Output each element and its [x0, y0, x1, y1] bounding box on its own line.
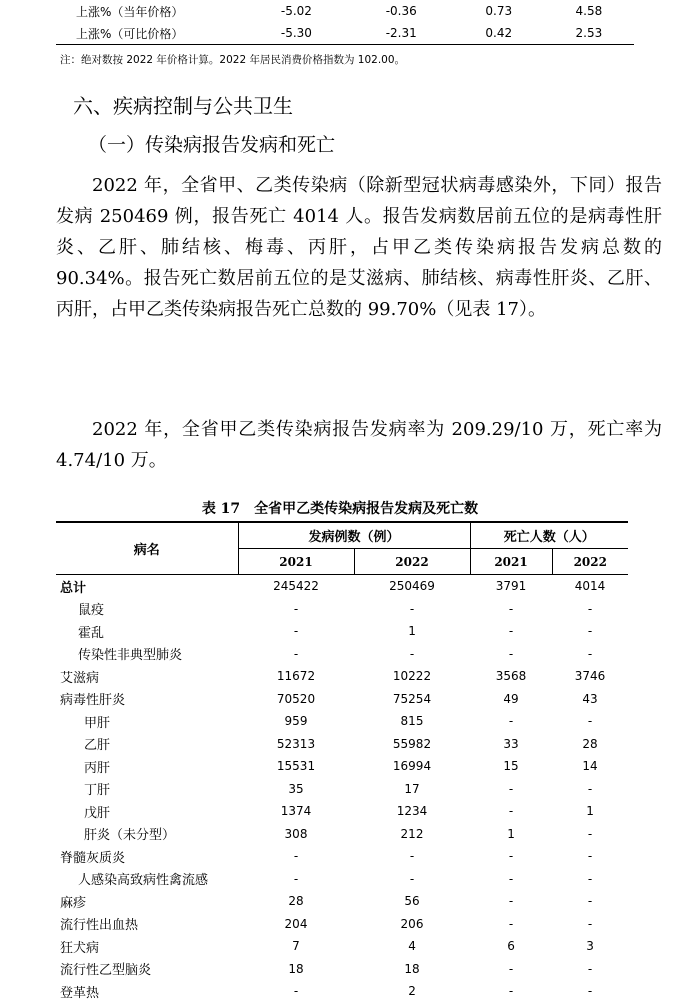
cell-value: 75254 — [392, 691, 432, 706]
cell-value: - — [587, 894, 593, 909]
table-row — [56, 823, 628, 846]
cell-value: - — [587, 781, 593, 796]
cell-value: - — [508, 894, 514, 909]
row-label: 上涨%（可比价格） — [56, 22, 244, 45]
cell-value: - — [508, 984, 514, 999]
cell-value: - — [409, 849, 415, 864]
cell-value: 1 — [586, 804, 594, 819]
disease-name: 狂犬病 — [60, 940, 100, 956]
cell-value: 18 — [404, 961, 420, 976]
price-index-table-continued — [56, 0, 634, 45]
cell-value: 1234 — [396, 804, 428, 819]
cell-value: 28 — [288, 894, 304, 909]
cell-value: 10222 — [392, 669, 432, 684]
cell-value: - — [409, 601, 415, 616]
cell-value: 212 — [400, 826, 424, 841]
cell-value: 33 — [503, 736, 519, 751]
price-value: 4.58 — [575, 4, 603, 18]
cell-value: - — [293, 871, 299, 886]
paragraph-incidence-rate: 2022 年，全省甲乙类传染病报告发病率为 209.29/10 万，死亡率为 4.74/10 万。 — [56, 419, 662, 471]
cell-value: 35 — [288, 781, 304, 796]
price-value: -5.30 — [244, 22, 349, 45]
cell-value: - — [508, 961, 514, 976]
table-row — [56, 620, 628, 643]
cell-value: - — [508, 646, 514, 661]
disease-name: 丁肝 — [84, 783, 111, 799]
cell-value: - — [587, 826, 593, 841]
cell-value: 4014 — [574, 579, 606, 594]
disease-name: 乙肝 — [84, 738, 111, 754]
cell-value: - — [587, 601, 593, 616]
cell-value: 28 — [582, 736, 598, 751]
header-year: 2022 — [354, 549, 470, 575]
cell-value: 6 — [507, 939, 515, 954]
cell-value: - — [293, 646, 299, 661]
table-row — [56, 575, 628, 598]
table-row — [56, 845, 628, 868]
cell-value: 18 — [288, 961, 304, 976]
table-row — [56, 778, 628, 801]
cell-value: 206 — [400, 916, 424, 931]
table-row — [56, 800, 628, 823]
price-value: -0.36 — [385, 4, 417, 18]
cell-value: 43 — [582, 691, 598, 706]
table-caption: 表 17 全省甲乙类传染病报告发病及死亡数 — [201, 501, 479, 517]
disease-name: 戊肝 — [84, 805, 111, 821]
table-row — [56, 755, 628, 778]
disease-name: 艾滋病 — [60, 670, 100, 686]
cell-value: 3791 — [495, 579, 527, 594]
table-row — [56, 868, 628, 891]
table-row — [56, 733, 628, 756]
cell-value: 1 — [507, 826, 515, 841]
cell-value: - — [508, 849, 514, 864]
section-title: 六、疾病控制与公共卫生 — [73, 94, 293, 118]
cell-value: - — [587, 646, 593, 661]
header-year: 2022 — [552, 549, 628, 575]
cell-value: 3 — [586, 939, 594, 954]
table-row — [56, 643, 628, 666]
cell-value: 959 — [284, 714, 308, 729]
row-label: 上涨%（当年价格） — [76, 4, 184, 19]
table-row — [56, 688, 628, 711]
cell-value: - — [508, 781, 514, 796]
cell-value: - — [587, 871, 593, 886]
header-deaths-group: 死亡人数（人） — [470, 522, 628, 549]
infectious-disease-table — [56, 521, 628, 1003]
table-row — [56, 913, 628, 936]
header-year: 2021 — [470, 549, 552, 575]
table-row — [56, 710, 628, 733]
price-row — [56, 0, 634, 22]
disease-name: 病毒性肝炎 — [60, 693, 126, 709]
cell-value: 2 — [408, 984, 416, 999]
price-value: 0.42 — [454, 22, 544, 45]
cell-value: 3746 — [574, 669, 606, 684]
cell-value: - — [409, 646, 415, 661]
cell-value: 204 — [284, 916, 308, 931]
cell-value: 55982 — [392, 736, 432, 751]
disease-name: 流行性乙型脑炎 — [60, 963, 152, 979]
cell-value: 14 — [582, 759, 598, 774]
paragraph-infectious-summary: 2022 年，全省甲、乙类传染病（除新型冠状病毒感染外，下同）报告发病 250469 例，报告死亡 4014 人。报告发病数居前五位的是病毒性肝炎、乙肝、肺结核、梅毒、丙肝，占甲乙类传染病报告发病总数的 90.34%。报告死亡数居前五位的是艾滋病、肺结核、病毒性肝炎、乙肝、丙肝，占甲乙类传染病报告死亡总数的 99.70%（见表 17）。 — [56, 175, 662, 320]
cell-value: 4 — [408, 939, 416, 954]
header-year: 2021 — [238, 549, 354, 575]
cell-value: 15 — [503, 759, 519, 774]
disease-name: 肝炎（未分型） — [84, 828, 176, 844]
header-cases-group: 发病例数（例） — [238, 522, 470, 549]
cell-value: - — [508, 714, 514, 729]
cell-value: 1 — [408, 624, 416, 639]
cell-value: 1374 — [280, 804, 312, 819]
cell-value: 7 — [292, 939, 300, 954]
disease-name: 人感染高致病性禽流感 — [78, 873, 209, 889]
disease-name: 登革热 — [60, 985, 100, 1001]
price-value: -2.31 — [349, 22, 454, 45]
cell-value: 3568 — [495, 669, 527, 684]
price-value: 2.53 — [544, 22, 634, 45]
price-value: -5.02 — [280, 4, 312, 18]
disease-name: 总计 — [60, 580, 87, 596]
subsection-title: （一）传染病报告发病和死亡 — [88, 134, 336, 156]
table-row — [56, 890, 628, 913]
cell-value: 70520 — [276, 691, 316, 706]
table-row — [56, 935, 628, 958]
cell-value: 250469 — [389, 579, 435, 594]
cell-value: - — [508, 871, 514, 886]
cell-value: - — [508, 601, 514, 616]
disease-name: 脊髓灰质炎 — [60, 850, 126, 866]
cell-value: - — [587, 916, 593, 931]
cell-value: - — [293, 601, 299, 616]
cell-value: - — [587, 714, 593, 729]
cell-value: - — [587, 624, 593, 639]
cell-value: - — [587, 849, 593, 864]
disease-name: 流行性出血热 — [60, 918, 139, 934]
cell-value: 52313 — [276, 736, 316, 751]
cell-value: 11672 — [276, 669, 316, 684]
table-row — [56, 598, 628, 621]
table-row — [56, 980, 628, 1003]
disease-name: 甲肝 — [84, 715, 111, 731]
table-row — [56, 958, 628, 981]
cell-value: - — [508, 916, 514, 931]
disease-name: 霍乱 — [78, 625, 105, 641]
cell-value: 56 — [404, 894, 420, 909]
table-row — [56, 665, 628, 688]
cell-value: - — [293, 984, 299, 999]
disease-name: 丙肝 — [84, 760, 111, 776]
cell-value: - — [293, 624, 299, 639]
cell-value: - — [409, 871, 415, 886]
disease-name: 麻疹 — [60, 895, 87, 911]
cell-value: - — [508, 804, 514, 819]
header-disease-name: 病名 — [56, 522, 238, 575]
disease-name: 传染性非典型肺炎 — [78, 648, 183, 664]
cell-value: 16994 — [392, 759, 432, 774]
cell-value: - — [293, 849, 299, 864]
cell-value: 17 — [404, 781, 420, 796]
cell-value: 308 — [284, 826, 308, 841]
price-value: 0.73 — [485, 4, 513, 18]
table-note: 注：绝对数按 2022 年价格计算。2022 年居民消费价格指数为 102.00。 — [60, 54, 406, 66]
cell-value: 815 — [400, 714, 424, 729]
price-row — [56, 22, 634, 45]
cell-value: 245422 — [273, 579, 319, 594]
disease-name: 鼠疫 — [78, 603, 105, 619]
cell-value: - — [508, 624, 514, 639]
cell-value: - — [587, 961, 593, 976]
cell-value: 49 — [503, 691, 519, 706]
cell-value: - — [587, 984, 593, 999]
cell-value: 15531 — [276, 759, 316, 774]
